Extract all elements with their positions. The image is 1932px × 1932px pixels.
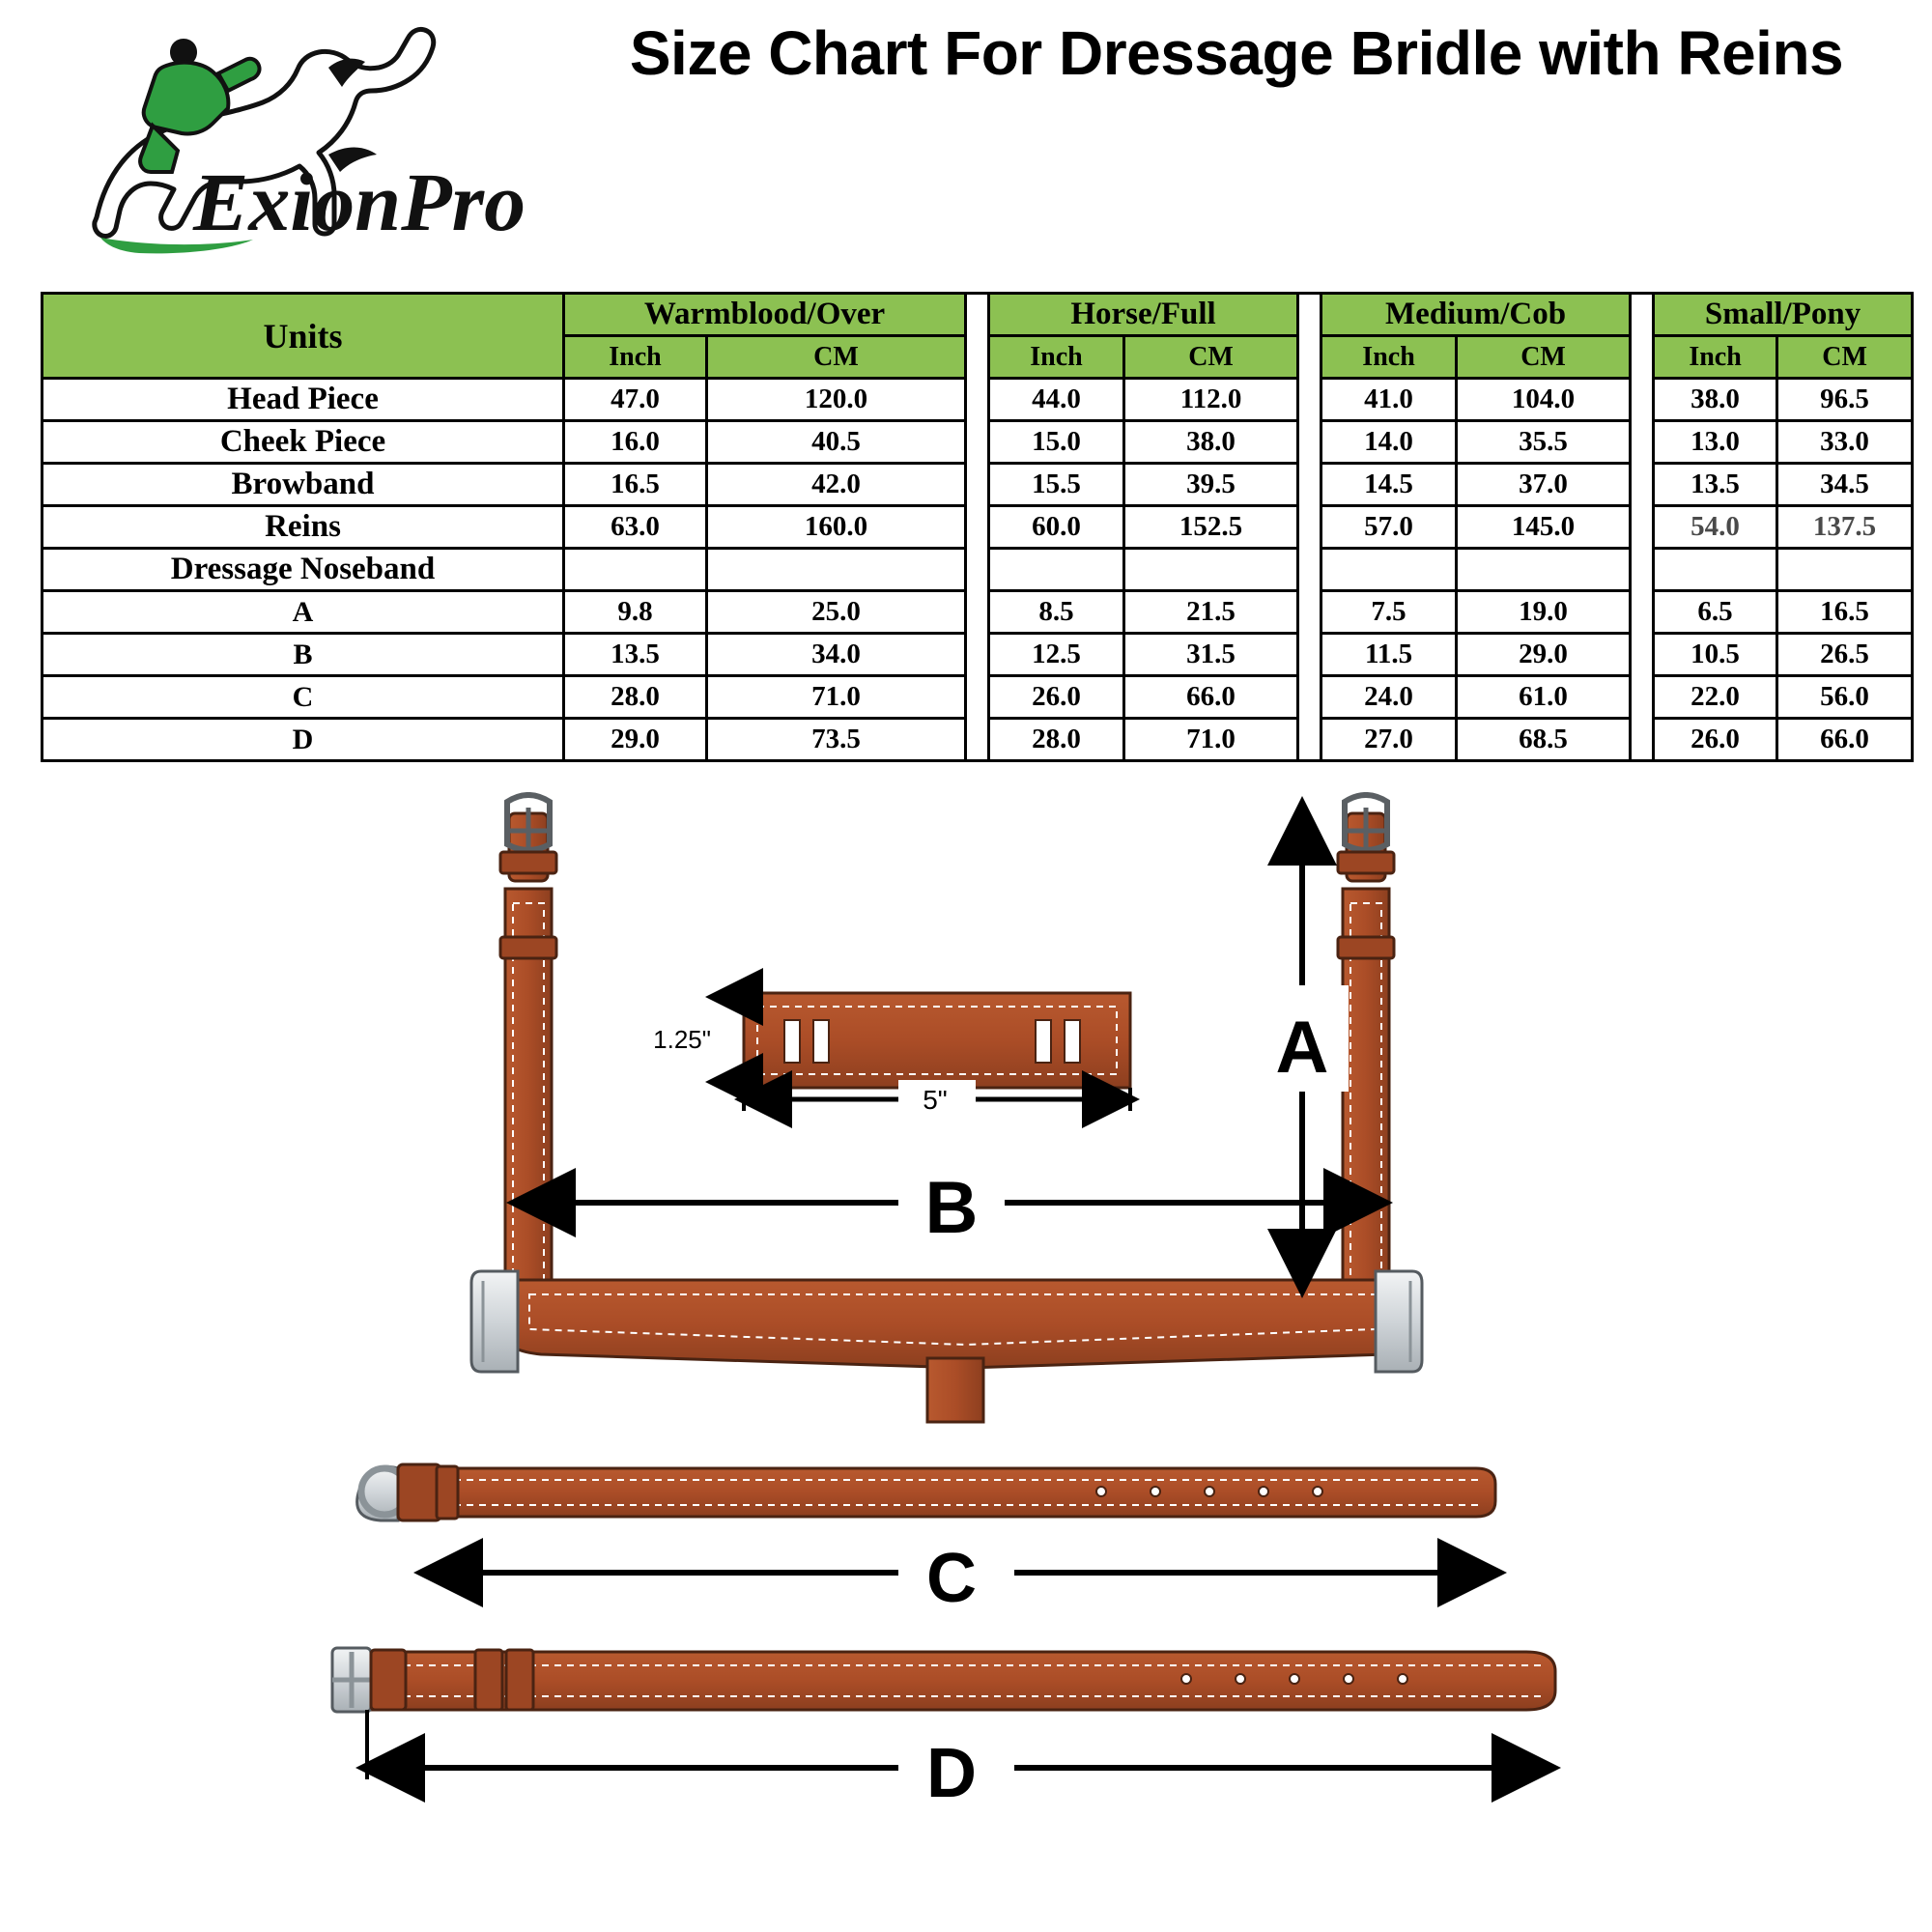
cell: 29.0 bbox=[1457, 634, 1631, 676]
row-spacer bbox=[1631, 634, 1654, 676]
table-row bbox=[43, 719, 1913, 761]
subheader-small-inch: Inch bbox=[1654, 336, 1777, 379]
row-label-browband: Browband bbox=[43, 464, 564, 506]
table-section-row bbox=[43, 549, 1913, 591]
row-spacer bbox=[1631, 421, 1654, 464]
cell: 26.5 bbox=[1777, 634, 1913, 676]
cell bbox=[564, 549, 707, 591]
cell: 24.0 bbox=[1321, 676, 1457, 719]
cell: 28.0 bbox=[989, 719, 1124, 761]
cell: 7.5 bbox=[1321, 591, 1457, 634]
row-spacer bbox=[966, 464, 989, 506]
row-spacer bbox=[966, 591, 989, 634]
cell: 73.5 bbox=[707, 719, 966, 761]
label-d: D bbox=[926, 1735, 977, 1812]
row-spacer bbox=[1298, 549, 1321, 591]
browband-piece bbox=[653, 993, 1130, 1119]
cell bbox=[707, 549, 966, 591]
cell: 22.0 bbox=[1654, 676, 1777, 719]
row-spacer bbox=[1298, 506, 1321, 549]
table-row bbox=[43, 464, 1913, 506]
cell: 34.0 bbox=[707, 634, 966, 676]
cell: 39.5 bbox=[1124, 464, 1298, 506]
cell: 40.5 bbox=[707, 421, 966, 464]
cell: 8.5 bbox=[989, 591, 1124, 634]
row-label-d: D bbox=[43, 719, 564, 761]
row-label-c: C bbox=[43, 676, 564, 719]
cell: 38.0 bbox=[1654, 379, 1777, 421]
exionpro-logo bbox=[39, 10, 541, 261]
label-c: C bbox=[926, 1540, 977, 1617]
cell: 57.0 bbox=[1321, 506, 1457, 549]
dimension-b bbox=[518, 1151, 1381, 1254]
row-spacer bbox=[1298, 464, 1321, 506]
cell: 60.0 bbox=[989, 506, 1124, 549]
cell: 37.0 bbox=[1457, 464, 1631, 506]
cell: 33.0 bbox=[1777, 421, 1913, 464]
row-spacer bbox=[1298, 421, 1321, 464]
cell: 66.0 bbox=[1124, 676, 1298, 719]
group-header-horse: Horse/Full bbox=[989, 294, 1298, 336]
table-row bbox=[43, 506, 1913, 549]
row-spacer bbox=[1298, 591, 1321, 634]
cell: 61.0 bbox=[1457, 676, 1631, 719]
cell: 14.5 bbox=[1321, 464, 1457, 506]
cell: 63.0 bbox=[564, 506, 707, 549]
row-spacer bbox=[1298, 634, 1321, 676]
label-browband-height: 1.25" bbox=[653, 1025, 711, 1054]
cell: 104.0 bbox=[1457, 379, 1631, 421]
cell: 26.0 bbox=[1654, 719, 1777, 761]
row-label-reins: Reins bbox=[43, 506, 564, 549]
cell: 10.5 bbox=[1654, 634, 1777, 676]
table-group-header-row bbox=[43, 294, 1913, 336]
cell: 13.0 bbox=[1654, 421, 1777, 464]
subheader-medium-cm: CM bbox=[1457, 336, 1631, 379]
col-spacer-1 bbox=[966, 294, 989, 379]
cell: 6.5 bbox=[1654, 591, 1777, 634]
table-row bbox=[43, 591, 1913, 634]
label-a: A bbox=[1275, 1007, 1329, 1089]
row-spacer bbox=[966, 506, 989, 549]
row-spacer bbox=[966, 379, 989, 421]
subheader-horse-inch: Inch bbox=[989, 336, 1124, 379]
cell: 137.5 bbox=[1777, 506, 1913, 549]
cell: 38.0 bbox=[1124, 421, 1298, 464]
dimension-a bbox=[1256, 808, 1349, 1287]
row-spacer bbox=[1631, 549, 1654, 591]
cell: 14.0 bbox=[1321, 421, 1457, 464]
cell: 66.0 bbox=[1777, 719, 1913, 761]
table-row bbox=[43, 634, 1913, 676]
cell: 19.0 bbox=[1457, 591, 1631, 634]
cell: 68.5 bbox=[1457, 719, 1631, 761]
cell: 56.0 bbox=[1777, 676, 1913, 719]
cell: 21.5 bbox=[1124, 591, 1298, 634]
cell: 16.5 bbox=[1777, 591, 1913, 634]
cell: 120.0 bbox=[707, 379, 966, 421]
row-label-b: B bbox=[43, 634, 564, 676]
cell: 13.5 bbox=[1654, 464, 1777, 506]
noseband-bottom-band bbox=[471, 1271, 1422, 1422]
row-spacer bbox=[1298, 719, 1321, 761]
table-row bbox=[43, 421, 1913, 464]
table-row bbox=[43, 379, 1913, 421]
cell: 42.0 bbox=[707, 464, 966, 506]
page-title: Size Chart For Dressage Bridle with Reins bbox=[629, 18, 1844, 88]
cell: 35.5 bbox=[1457, 421, 1631, 464]
cell bbox=[1124, 549, 1298, 591]
strap-d bbox=[332, 1648, 1555, 1816]
cell: 31.5 bbox=[1124, 634, 1298, 676]
row-spacer bbox=[1631, 379, 1654, 421]
label-b: B bbox=[924, 1167, 979, 1249]
cell: 145.0 bbox=[1457, 506, 1631, 549]
row-label-dressage-noseband: Dressage Noseband bbox=[43, 549, 564, 591]
cell: 34.5 bbox=[1777, 464, 1913, 506]
row-spacer bbox=[966, 676, 989, 719]
noseband-left-strap bbox=[500, 795, 556, 1343]
row-spacer bbox=[1631, 506, 1654, 549]
strap-c bbox=[357, 1464, 1495, 1621]
cell: 54.0 bbox=[1654, 506, 1777, 549]
cell bbox=[1457, 549, 1631, 591]
cell: 41.0 bbox=[1321, 379, 1457, 421]
group-header-warmblood: Warmblood/Over bbox=[564, 294, 966, 336]
strap-c-buckle bbox=[357, 1464, 458, 1520]
cell: 96.5 bbox=[1777, 379, 1913, 421]
cell: 71.0 bbox=[707, 676, 966, 719]
cell bbox=[1654, 549, 1777, 591]
row-spacer bbox=[966, 549, 989, 591]
row-label-cheek-piece: Cheek Piece bbox=[43, 421, 564, 464]
label-browband-width: 5" bbox=[923, 1085, 948, 1115]
subheader-warmblood-inch: Inch bbox=[564, 336, 707, 379]
subheader-horse-cm: CM bbox=[1124, 336, 1298, 379]
row-spacer bbox=[1631, 676, 1654, 719]
row-spacer bbox=[1298, 379, 1321, 421]
subheader-warmblood-cm: CM bbox=[707, 336, 966, 379]
svg-text:ExionPro: ExionPro bbox=[193, 156, 526, 248]
row-spacer bbox=[1631, 464, 1654, 506]
row-spacer bbox=[966, 719, 989, 761]
row-spacer bbox=[1298, 676, 1321, 719]
cell: 13.5 bbox=[564, 634, 707, 676]
cell: 11.5 bbox=[1321, 634, 1457, 676]
units-header: Units bbox=[43, 294, 564, 379]
size-chart-table-wrap bbox=[41, 292, 1891, 762]
col-spacer-3 bbox=[1631, 294, 1654, 379]
cell: 15.0 bbox=[989, 421, 1124, 464]
cell bbox=[1321, 549, 1457, 591]
row-label-a: A bbox=[43, 591, 564, 634]
page-header bbox=[0, 0, 1932, 270]
subheader-small-cm: CM bbox=[1777, 336, 1913, 379]
cell: 47.0 bbox=[564, 379, 707, 421]
cell: 71.0 bbox=[1124, 719, 1298, 761]
bridle-diagram bbox=[0, 792, 1932, 1932]
cell: 28.0 bbox=[564, 676, 707, 719]
cell: 26.0 bbox=[989, 676, 1124, 719]
row-spacer bbox=[966, 634, 989, 676]
row-spacer bbox=[966, 421, 989, 464]
cell bbox=[989, 549, 1124, 591]
group-header-small: Small/Pony bbox=[1654, 294, 1913, 336]
cell: 12.5 bbox=[989, 634, 1124, 676]
subheader-medium-inch: Inch bbox=[1321, 336, 1457, 379]
cell bbox=[1777, 549, 1913, 591]
group-header-medium: Medium/Cob bbox=[1321, 294, 1631, 336]
cell: 16.0 bbox=[564, 421, 707, 464]
cell: 16.5 bbox=[564, 464, 707, 506]
cell: 29.0 bbox=[564, 719, 707, 761]
col-spacer-2 bbox=[1298, 294, 1321, 379]
row-label-head-piece: Head Piece bbox=[43, 379, 564, 421]
table-row bbox=[43, 676, 1913, 719]
cell: 112.0 bbox=[1124, 379, 1298, 421]
row-spacer bbox=[1631, 719, 1654, 761]
cell: 25.0 bbox=[707, 591, 966, 634]
cell: 44.0 bbox=[989, 379, 1124, 421]
cell: 152.5 bbox=[1124, 506, 1298, 549]
cell: 15.5 bbox=[989, 464, 1124, 506]
cell: 160.0 bbox=[707, 506, 966, 549]
size-chart-table bbox=[41, 292, 1914, 762]
row-spacer bbox=[1631, 591, 1654, 634]
cell: 9.8 bbox=[564, 591, 707, 634]
cell: 27.0 bbox=[1321, 719, 1457, 761]
